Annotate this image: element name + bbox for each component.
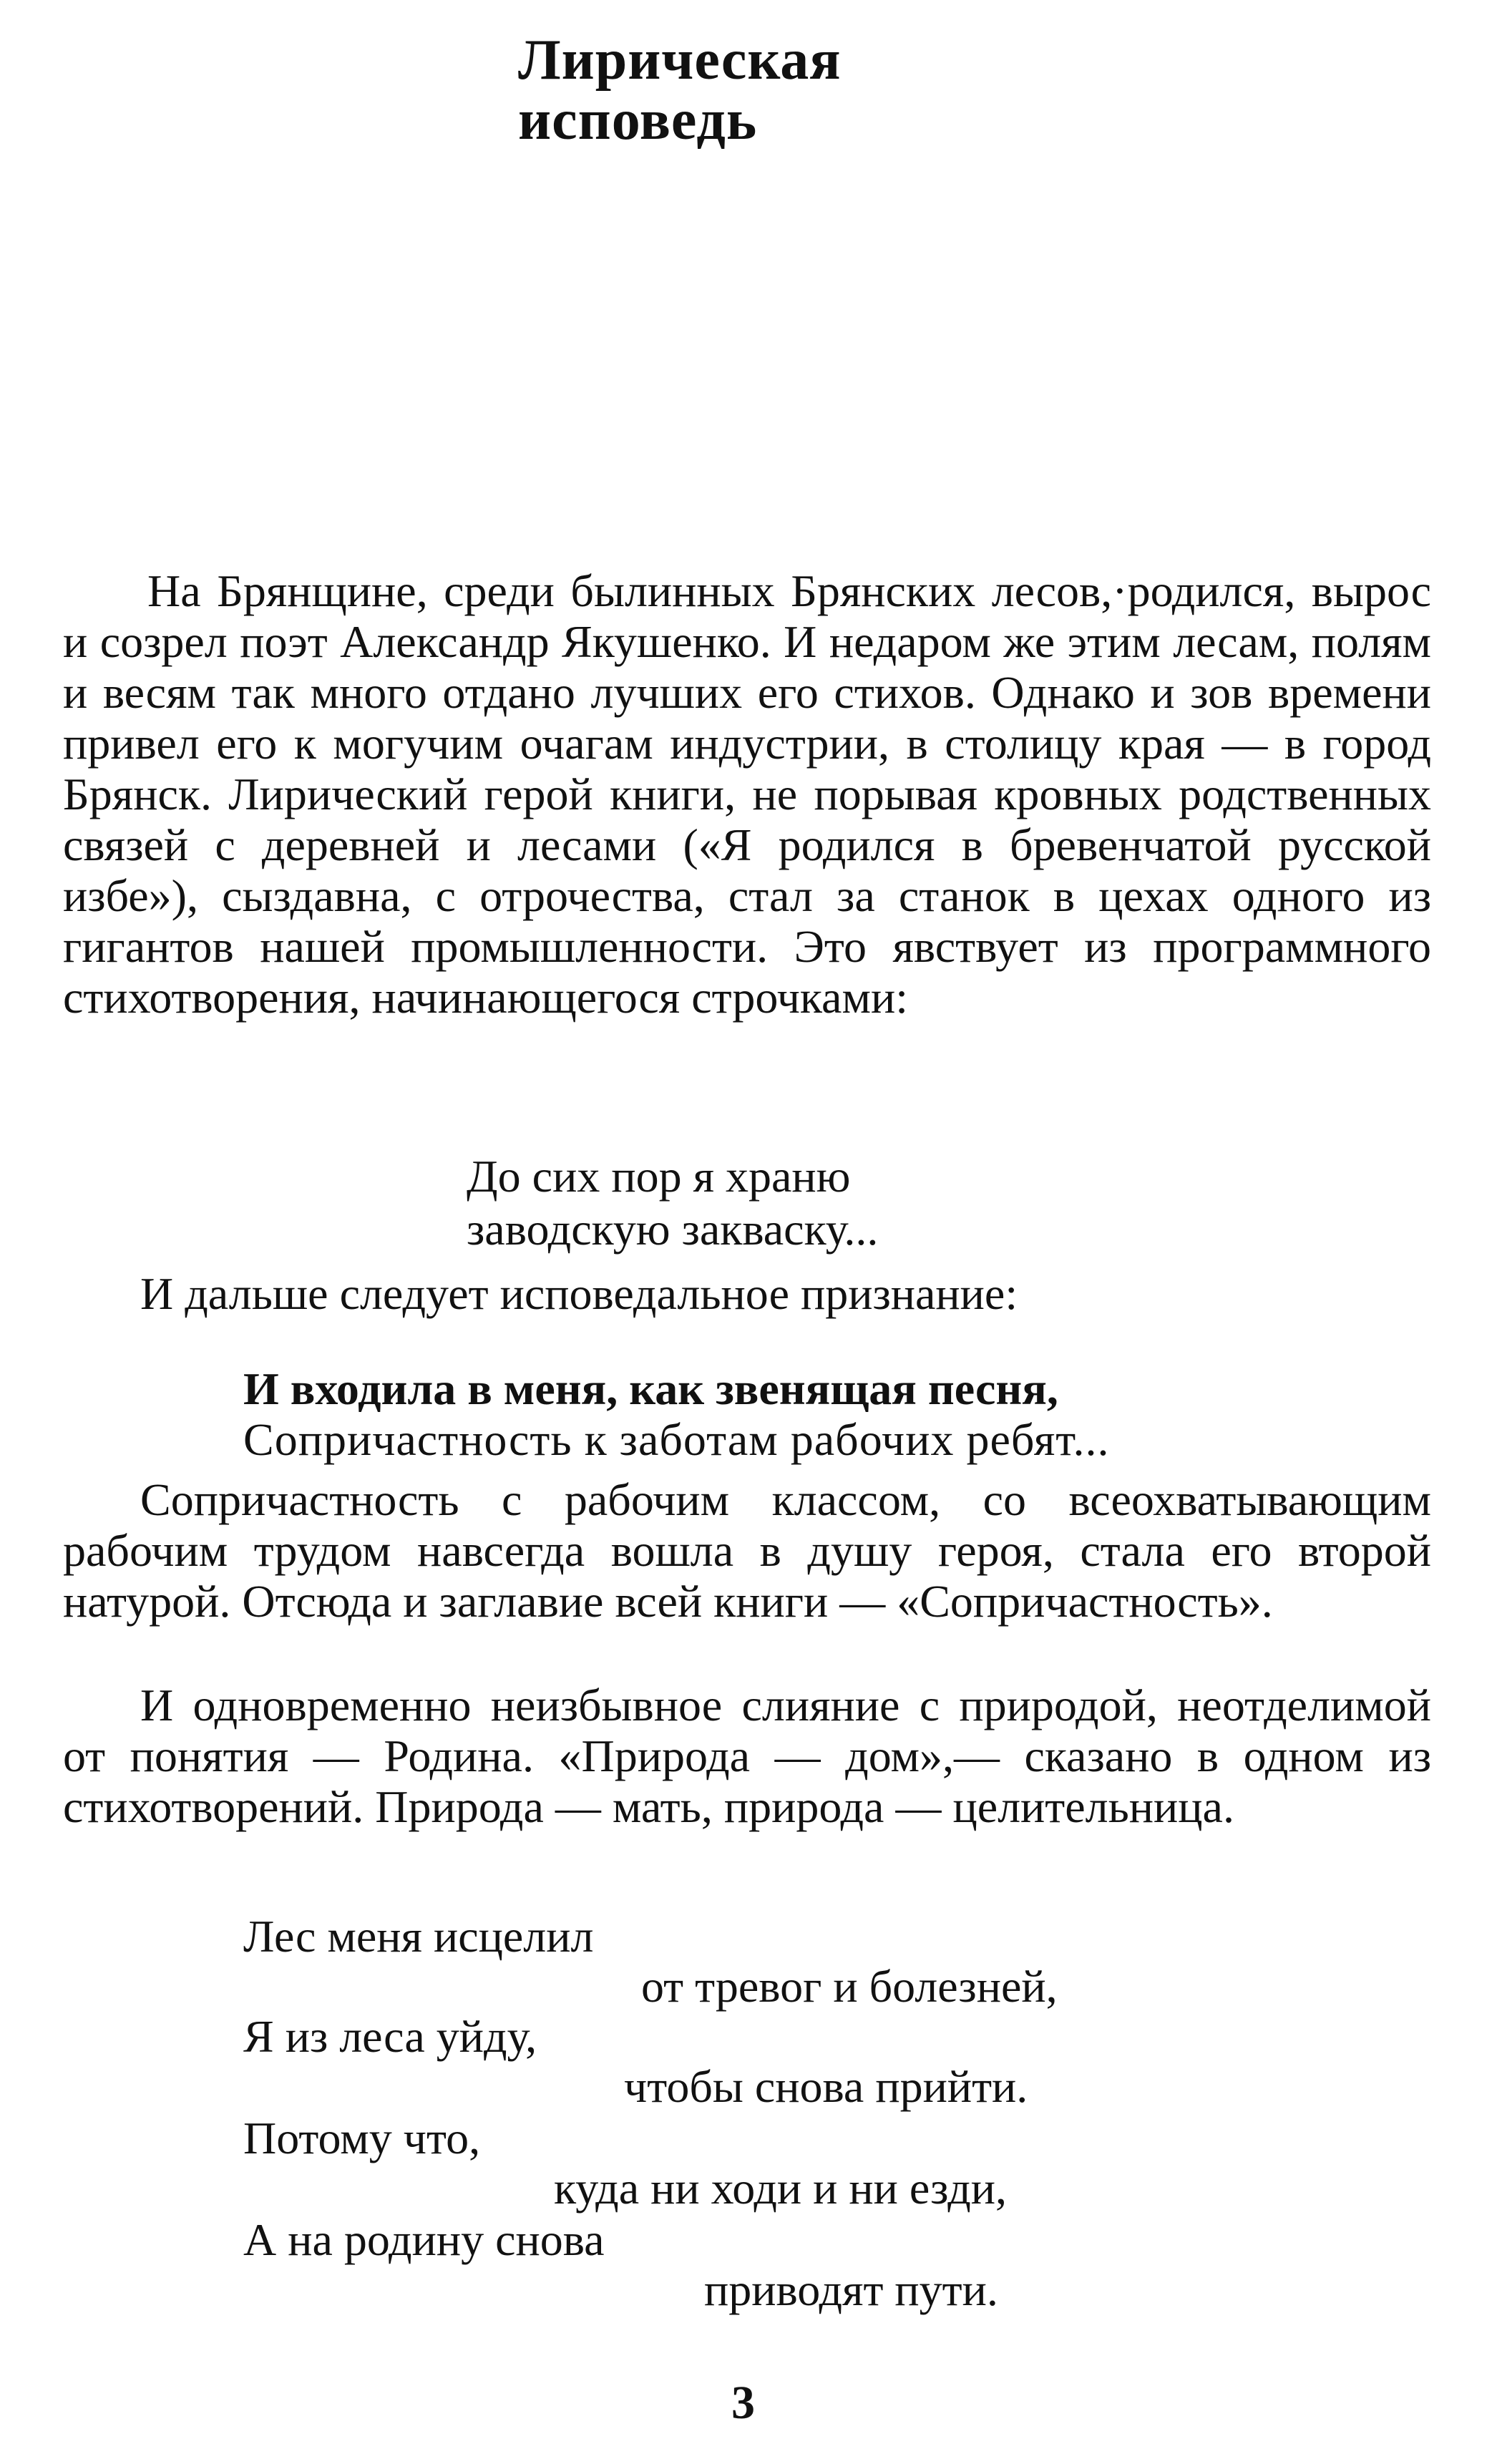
- page-number: 3: [731, 2377, 755, 2429]
- quote-2-line-2: Сопричастность к заботам рабочих ребят...: [243, 1414, 1110, 1465]
- verse-line: чтобы снова прийти.: [624, 2061, 1028, 2112]
- verse-line: Лес меня исцелил: [243, 1911, 594, 1962]
- intro-paragraph: На Брянщине, среди былинных Брянских лесов,·родился, вырос и созрел поэт Александр Якушенко. И недаром же этим лесам, полям и весям так много отдано лучших его стихов. Однако и зов времени привел его к могучим очагам индустрии, в столицу края — в город Брянск. Лирический герой книги, не порывая кровных родственных связей с деревней и лесами («Я родился в бревенчатой русской избе»), сыздавна, с отрочества, стал за станок в цехах одного из гигантов нашей промышленности. Это явствует из программного стихотворения, начинающегося строчками:: [63, 565, 1431, 1023]
- verse-line: Я из леса уйду,: [243, 2011, 537, 2062]
- verse-line: Потому что,: [243, 2113, 481, 2163]
- verse-line: куда ни ходи и ни езди,: [554, 2163, 1008, 2214]
- page-title-line-1: Лирическая: [518, 29, 842, 92]
- quote-2-line-1: И входила в меня, как звенящая песня,: [243, 1363, 1058, 1414]
- quote-1-line-1: До сих пор я храню: [467, 1151, 851, 1202]
- verse-line: А на родину снова: [243, 2214, 605, 2265]
- verse-line: от тревог и болезней,: [641, 1961, 1058, 2012]
- page-title-line-2: исповедь: [518, 89, 758, 152]
- verse-line: приводят пути.: [704, 2264, 998, 2315]
- quote-1-line-2: заводскую закваску...: [467, 1204, 879, 1255]
- paragraph-2: Сопричастность с рабочим классом, со всеохватывающим рабочим трудом навсегда вошла в душу героя, стала его второй натурой. Отсюда и заглавие всей книги — «Сопричастность».: [63, 1474, 1431, 1627]
- lead-in-line: И дальше следует исповедальное признание:: [140, 1268, 1018, 1319]
- paragraph-3: И одновременно неизбывное слияние с природой, неотделимой от понятия — Родина. «Природа — дом»,— сказано в одном из стихотворений. Природа — мать, природа — целительница.: [63, 1680, 1431, 1832]
